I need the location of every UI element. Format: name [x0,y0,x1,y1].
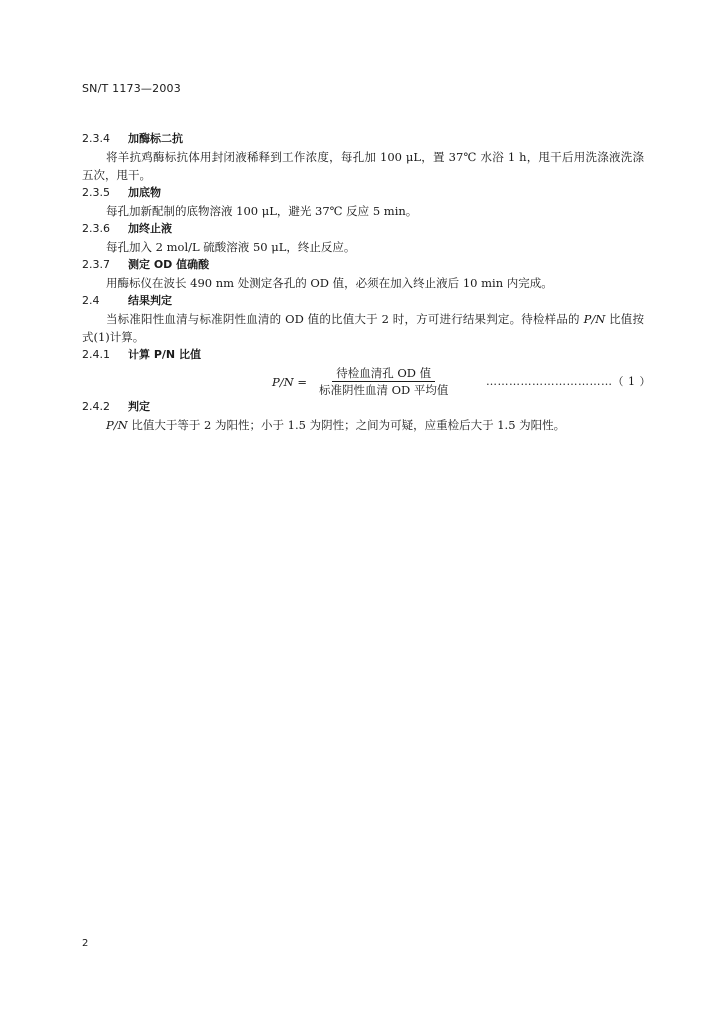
document-body [82,130,651,434]
section-body-2-4 [82,310,644,346]
section-heading-2-4-1 [82,346,644,364]
section-body-2-4-2 [82,416,644,434]
formula-denominator: 标准阴性血清 OD 平均值 [318,383,449,397]
section-body-2-3-7: 用酶标仪在波长 490 nm 处测定各孔的 OD 值，必须在加入终止液后 10 min 内完成。 [106,276,553,290]
section-title: 加终止液 [128,222,172,235]
section-heading-2-3-5 [82,184,644,202]
section-title: 判定 [128,400,150,413]
page-number: 2 [82,938,89,949]
section-number: 2.4.2 [82,400,110,413]
section-number: 2.3.5 [82,186,110,199]
section-title: 计算 P/N 比值 [128,348,201,361]
formula-fraction [315,366,452,397]
standard-code-header: SN/T 1173—2003 [82,82,181,95]
section-heading-2-4 [82,292,644,310]
body-text: 比值大于等于 2 为阳性；小于 1.5 为阴性；之间为可疑，应重检后大于 1.5 为阳性。 [127,418,566,432]
pn-variable: P/N [583,312,606,326]
section-number: 2.3.6 [82,222,110,235]
section-heading-2-4-2 [82,398,644,416]
section-number: 2.4 [82,294,100,307]
section-title: 加底物 [128,186,161,199]
body-text: 当标准阳性血清与标准阴性血清的 OD 值的比值大于 2 时，方可进行结果判定。待检样品的 [106,312,584,326]
equation-number: ……………………………（ 1 ） [486,375,651,388]
formula-numerator: 待检血清孔 OD 值 [332,366,435,382]
formula-lhs: P/N = [272,374,307,389]
section-title: 测定 OD 值确酸 [128,258,210,271]
body-text: 比值按式(1)计算。 [82,312,644,344]
section-body-2-3-4: 将羊抗鸡酶标抗体用封闭液稀释到工作浓度，每孔加 100 μL，置 37℃ 水浴 1 h，甩干后用洗涤液洗涤五次，甩干。 [82,150,644,182]
section-title: 加酶标二抗 [128,132,183,145]
section-title: 结果判定 [128,294,172,307]
section-body-2-3-5: 每孔加新配制的底物溶液 100 μL，避光 37℃ 反应 5 min。 [106,204,418,218]
section-heading-2-3-4 [82,130,644,148]
section-heading-2-3-7 [82,256,644,274]
formula-1 [82,364,651,398]
section-number: 2.4.1 [82,348,110,361]
pn-variable: P/N [106,418,128,432]
section-heading-2-3-6 [82,220,644,238]
pn-formula [272,366,452,397]
section-number: 2.3.4 [82,132,110,145]
section-number: 2.3.7 [82,258,110,271]
section-body-2-3-6: 每孔加入 2 mol/L 硫酸溶液 50 μL，终止反应。 [106,240,356,254]
